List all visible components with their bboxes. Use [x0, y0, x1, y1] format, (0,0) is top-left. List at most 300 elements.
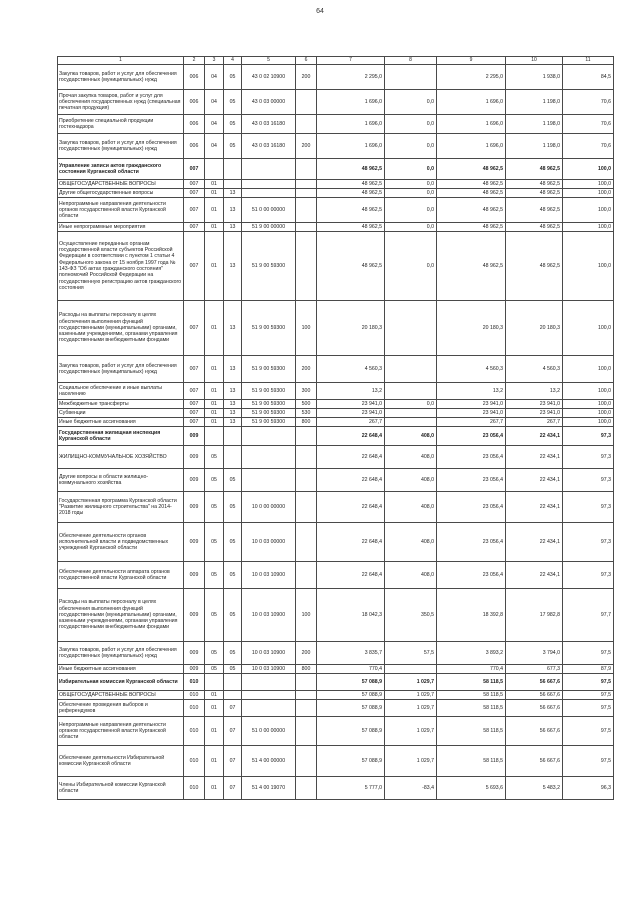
- table-cell: 18 042,3: [317, 589, 385, 642]
- table-cell: [205, 674, 224, 691]
- table-cell: 01: [205, 746, 224, 777]
- table-cell: 43 0 03 16180: [242, 134, 296, 159]
- table-cell: 23 941,0: [437, 400, 506, 409]
- table-cell: 770,4: [437, 665, 506, 674]
- table-cell: 22 648,4: [317, 523, 385, 562]
- table-cell: 009: [184, 492, 205, 523]
- table-cell: 0,0: [385, 198, 437, 223]
- table-cell: [242, 180, 296, 189]
- table-row: [58, 400, 614, 409]
- table-cell: 48 962,5: [437, 198, 506, 223]
- row-description: Избирательная комиссия Курганской области: [58, 674, 184, 691]
- table-cell: 100,0: [563, 400, 614, 409]
- table-cell: 48 962,5: [437, 232, 506, 301]
- table-cell: 010: [184, 777, 205, 800]
- table-cell: 13: [224, 232, 242, 301]
- table-cell: 007: [184, 189, 205, 198]
- table-cell: 48 962,5: [437, 180, 506, 189]
- table-cell: [296, 232, 317, 301]
- table-cell: 48 962,5: [506, 159, 563, 180]
- table-cell: 010: [184, 700, 205, 717]
- table-cell: 48 962,5: [317, 223, 385, 232]
- table-cell: 1 198,0: [506, 134, 563, 159]
- table-row: [58, 746, 614, 777]
- table-cell: [385, 356, 437, 383]
- table-cell: 05: [205, 523, 224, 562]
- table-cell: 48 962,5: [506, 232, 563, 301]
- table-cell: 006: [184, 134, 205, 159]
- table-cell: [224, 446, 242, 469]
- table-cell: [385, 383, 437, 400]
- table-cell: 51 0 00 00000: [242, 717, 296, 746]
- table-cell: [385, 409, 437, 418]
- table-cell: [224, 691, 242, 700]
- table-cell: 23 941,0: [317, 409, 385, 418]
- row-description: Другие общегосударственные вопросы: [58, 189, 184, 198]
- table-cell: [205, 427, 224, 446]
- row-description: Закупка товаров, работ и услуг для обеспечения государственных (муниципальных) нужд: [58, 356, 184, 383]
- row-description: Прочая закупка товаров, работ и услуг для обеспечения государственных нужд (специальная печатная продукция): [58, 90, 184, 115]
- row-description: Межбюджетные трансферты: [58, 400, 184, 409]
- table-row: [58, 356, 614, 383]
- table-cell: [296, 115, 317, 134]
- table-cell: 007: [184, 180, 205, 189]
- table-cell: 800: [296, 665, 317, 674]
- row-description: Обеспечение деятельности аппарата органов государственной власти Курганской области: [58, 562, 184, 589]
- table-cell: 009: [184, 642, 205, 665]
- table-cell: 23 941,0: [317, 400, 385, 409]
- table-cell: 100,0: [563, 383, 614, 400]
- table-cell: 51 9 00 59300: [242, 418, 296, 427]
- table-cell: 22 648,4: [317, 427, 385, 446]
- table-cell: [296, 562, 317, 589]
- table-cell: 5 693,6: [437, 777, 506, 800]
- table-cell: 006: [184, 115, 205, 134]
- table-cell: 58 118,5: [437, 691, 506, 700]
- table-cell: 5 777,0: [317, 777, 385, 800]
- table-cell: 57 088,9: [317, 674, 385, 691]
- table-cell: 007: [184, 418, 205, 427]
- table-cell: 97,3: [563, 446, 614, 469]
- table-cell: 009: [184, 446, 205, 469]
- table-cell: 009: [184, 427, 205, 446]
- table-cell: 22 434,1: [506, 562, 563, 589]
- table-cell: [296, 492, 317, 523]
- table-cell: -83,4: [385, 777, 437, 800]
- table-cell: 13: [224, 383, 242, 400]
- table-row: [58, 189, 614, 198]
- table-cell: 009: [184, 589, 205, 642]
- table-cell: 43 0 03 16180: [242, 115, 296, 134]
- table-cell: 1 029,7: [385, 717, 437, 746]
- table-cell: [242, 691, 296, 700]
- table-cell: 97,5: [563, 746, 614, 777]
- page-number: 64: [316, 8, 324, 15]
- table-cell: 97,3: [563, 427, 614, 446]
- table-cell: 13: [224, 409, 242, 418]
- header-cell: 5: [242, 57, 296, 65]
- table-cell: [296, 691, 317, 700]
- table-cell: [296, 523, 317, 562]
- table-cell: [296, 427, 317, 446]
- table-cell: 01: [205, 180, 224, 189]
- table-cell: 1 029,7: [385, 691, 437, 700]
- row-description: Закупка товаров, работ и услуг для обеспечения государственных (муниципальных) нужд: [58, 642, 184, 665]
- table-cell: 48 962,5: [506, 198, 563, 223]
- table-cell: 770,4: [317, 665, 385, 674]
- table-cell: [296, 446, 317, 469]
- table-cell: 4 560,3: [437, 356, 506, 383]
- table-cell: [242, 469, 296, 492]
- table-cell: 01: [205, 189, 224, 198]
- header-cell: 6: [296, 57, 317, 65]
- row-description: Приобретение специальной продукции гостехнадзора: [58, 115, 184, 134]
- table-cell: 100: [296, 301, 317, 356]
- table-cell: 56 667,6: [506, 691, 563, 700]
- table-cell: 10 0 03 10900: [242, 562, 296, 589]
- table-cell: 01: [205, 223, 224, 232]
- row-description: Непрограммные направления деятельности органов государственной власти Курганской области: [58, 198, 184, 223]
- row-description: Расходы на выплаты персоналу в целях обеспечения выполнения функций государственными (муниципальными) органами, казенными учреждениями, органами управления государственными внебюджетными фондами: [58, 589, 184, 642]
- table-cell: 20 180,3: [437, 301, 506, 356]
- table-cell: [296, 469, 317, 492]
- table-row: [58, 418, 614, 427]
- table-cell: 13: [224, 223, 242, 232]
- table-cell: 0,0: [385, 232, 437, 301]
- table-row: [58, 409, 614, 418]
- table-cell: [205, 159, 224, 180]
- table-cell: [296, 746, 317, 777]
- row-description: Обеспечение проведения выборов и референдумов: [58, 700, 184, 717]
- table-cell: 22 648,4: [317, 492, 385, 523]
- table-row: [58, 180, 614, 189]
- table-cell: 05: [205, 446, 224, 469]
- header-cell: 11: [563, 57, 614, 65]
- table-cell: 05: [224, 642, 242, 665]
- table-cell: 01: [205, 232, 224, 301]
- table-cell: 007: [184, 198, 205, 223]
- table-row: [58, 674, 614, 691]
- table-cell: 05: [224, 90, 242, 115]
- table-cell: 010: [184, 746, 205, 777]
- header-cell: 3: [205, 57, 224, 65]
- table-cell: 100,0: [563, 223, 614, 232]
- table-cell: 05: [224, 134, 242, 159]
- table-row: [58, 492, 614, 523]
- table-cell: 010: [184, 691, 205, 700]
- table-cell: 07: [224, 746, 242, 777]
- table-cell: 23 056,4: [437, 427, 506, 446]
- table-cell: 70,6: [563, 134, 614, 159]
- table-cell: 1 029,7: [385, 700, 437, 717]
- row-description: ЖИЛИЩНО-КОММУНАЛЬНОЕ ХОЗЯЙСТВО: [58, 446, 184, 469]
- table-cell: 05: [205, 469, 224, 492]
- table-cell: [296, 180, 317, 189]
- table-cell: 100,0: [563, 159, 614, 180]
- table-cell: 13,2: [506, 383, 563, 400]
- table-cell: 13: [224, 356, 242, 383]
- table-cell: 350,5: [385, 589, 437, 642]
- table-cell: 58 118,5: [437, 700, 506, 717]
- table-cell: 58 118,5: [437, 717, 506, 746]
- table-cell: 05: [224, 65, 242, 90]
- table-row: [58, 777, 614, 800]
- table-cell: 10 0 03 00000: [242, 523, 296, 562]
- table-cell: 22 434,1: [506, 469, 563, 492]
- table-cell: 01: [205, 418, 224, 427]
- table-cell: 13,2: [437, 383, 506, 400]
- table-cell: 01: [205, 301, 224, 356]
- row-description: Субвенции: [58, 409, 184, 418]
- table-cell: 007: [184, 301, 205, 356]
- table-cell: 100,0: [563, 180, 614, 189]
- table-cell: 007: [184, 223, 205, 232]
- table-cell: 05: [224, 589, 242, 642]
- row-description: Государственная жилищная инспекция Курганской области: [58, 427, 184, 446]
- table-cell: 05: [205, 589, 224, 642]
- table-cell: 07: [224, 700, 242, 717]
- header-cell: 10: [506, 57, 563, 65]
- table-cell: 200: [296, 65, 317, 90]
- table-cell: 13: [224, 189, 242, 198]
- row-description: Непрограммные направления деятельности органов государственной власти Курганской области: [58, 717, 184, 746]
- table-cell: 009: [184, 523, 205, 562]
- table-row: [58, 301, 614, 356]
- table-cell: 006: [184, 65, 205, 90]
- table-row: [58, 115, 614, 134]
- table-cell: 57 088,9: [317, 717, 385, 746]
- header-cell: 8: [385, 57, 437, 65]
- table-cell: 13: [224, 400, 242, 409]
- table-cell: [224, 674, 242, 691]
- table-row: [58, 642, 614, 665]
- table-cell: 23 056,4: [437, 446, 506, 469]
- table-cell: 04: [205, 115, 224, 134]
- table-cell: 84,5: [563, 65, 614, 90]
- table-cell: 1 696,0: [437, 90, 506, 115]
- table-cell: 04: [205, 65, 224, 90]
- table-cell: [385, 665, 437, 674]
- row-description: Другие вопросы в области жилищно-коммунального хозяйства: [58, 469, 184, 492]
- table-row: [58, 562, 614, 589]
- table-cell: 51 9 00 59300: [242, 356, 296, 383]
- table-cell: [296, 777, 317, 800]
- table-cell: 009: [184, 469, 205, 492]
- table-cell: 48 962,5: [317, 180, 385, 189]
- table-cell: 07: [224, 777, 242, 800]
- table-cell: 01: [205, 383, 224, 400]
- table-cell: 22 648,4: [317, 469, 385, 492]
- table-cell: [296, 90, 317, 115]
- budget-table: [57, 56, 614, 800]
- table-row: [58, 446, 614, 469]
- table-cell: 05: [224, 562, 242, 589]
- table-cell: 0,0: [385, 159, 437, 180]
- table-cell: 23 056,4: [437, 523, 506, 562]
- table-cell: 3 893,2: [437, 642, 506, 665]
- table-cell: 20 180,3: [317, 301, 385, 356]
- table-cell: 20 180,3: [506, 301, 563, 356]
- table-cell: 57 088,9: [317, 746, 385, 777]
- table-cell: [242, 446, 296, 469]
- table-row: [58, 700, 614, 717]
- table-cell: 677,3: [506, 665, 563, 674]
- table-cell: 500: [296, 400, 317, 409]
- table-cell: 05: [224, 665, 242, 674]
- header-cell: 7: [317, 57, 385, 65]
- table-cell: 05: [224, 469, 242, 492]
- table-cell: 267,7: [317, 418, 385, 427]
- table-cell: 22 434,1: [506, 427, 563, 446]
- table-cell: [296, 717, 317, 746]
- table-cell: 58 118,5: [437, 674, 506, 691]
- table-cell: 05: [224, 492, 242, 523]
- table-cell: 010: [184, 717, 205, 746]
- table-cell: 530: [296, 409, 317, 418]
- table-cell: 200: [296, 642, 317, 665]
- table-cell: 23 056,4: [437, 562, 506, 589]
- table-cell: 51 4 00 00000: [242, 746, 296, 777]
- table-cell: 51 9 00 59300: [242, 232, 296, 301]
- table-cell: 56 667,6: [506, 746, 563, 777]
- table-cell: 57 088,9: [317, 691, 385, 700]
- table-cell: 51 9 00 00000: [242, 223, 296, 232]
- table-cell: [296, 198, 317, 223]
- table-cell: 007: [184, 400, 205, 409]
- table-cell: 48 962,5: [317, 232, 385, 301]
- table-cell: 01: [205, 717, 224, 746]
- table-row: [58, 134, 614, 159]
- table-cell: [296, 159, 317, 180]
- table-cell: 51 9 00 59300: [242, 409, 296, 418]
- table-cell: 18 392,8: [437, 589, 506, 642]
- table-cell: 57 088,9: [317, 700, 385, 717]
- table-cell: 01: [205, 700, 224, 717]
- table-cell: 51 4 00 19070: [242, 777, 296, 800]
- header-cell: 4: [224, 57, 242, 65]
- table-cell: 01: [205, 400, 224, 409]
- table-cell: 2 295,0: [317, 65, 385, 90]
- table-cell: 200: [296, 356, 317, 383]
- table-cell: 10 0 03 10900: [242, 589, 296, 642]
- header-cell: 2: [184, 57, 205, 65]
- table-row: [58, 665, 614, 674]
- table-cell: [385, 418, 437, 427]
- table-cell: 04: [205, 134, 224, 159]
- table-cell: 48 962,5: [317, 159, 385, 180]
- table-cell: 23 941,0: [437, 409, 506, 418]
- table-cell: 48 962,5: [437, 223, 506, 232]
- table-cell: 10 0 03 10900: [242, 665, 296, 674]
- table-row: [58, 198, 614, 223]
- table-row: [58, 691, 614, 700]
- table-cell: 96,3: [563, 777, 614, 800]
- table-cell: 48 962,5: [317, 189, 385, 198]
- row-description: Закупка товаров, работ и услуг для обеспечения государственных (муниципальных) нужд: [58, 65, 184, 90]
- table-cell: 97,5: [563, 642, 614, 665]
- table-cell: 007: [184, 232, 205, 301]
- table-cell: 51 9 00 59300: [242, 383, 296, 400]
- table-row: [58, 65, 614, 90]
- row-description: Социальное обеспечение и иные выплаты населению: [58, 383, 184, 400]
- row-description: Иные бюджетные ассигнования: [58, 665, 184, 674]
- table-cell: 43 0 02 10900: [242, 65, 296, 90]
- table-cell: [385, 65, 437, 90]
- table-cell: 97,7: [563, 589, 614, 642]
- table-cell: 70,6: [563, 90, 614, 115]
- table-cell: 0,0: [385, 189, 437, 198]
- table-cell: 007: [184, 356, 205, 383]
- table-cell: [385, 301, 437, 356]
- table-cell: 01: [205, 691, 224, 700]
- table-cell: 05: [224, 115, 242, 134]
- row-description: Управление записи актов гражданского состояния Курганской области: [58, 159, 184, 180]
- table-row: [58, 469, 614, 492]
- table-cell: 100,0: [563, 356, 614, 383]
- table-cell: 408,0: [385, 523, 437, 562]
- table-cell: 56 667,6: [506, 674, 563, 691]
- table-cell: [242, 427, 296, 446]
- table-cell: [242, 700, 296, 717]
- table-cell: 22 434,1: [506, 446, 563, 469]
- row-description: Расходы на выплаты персоналу в целях обеспечения выполнения функций государственными (муниципальными) органами, казенными учреждениями, органами управления государственными внебюджетными фондами: [58, 301, 184, 356]
- table-cell: 13: [224, 198, 242, 223]
- table-cell: 48 962,5: [506, 180, 563, 189]
- table-cell: 007: [184, 383, 205, 400]
- header-cell: 1: [58, 57, 184, 65]
- table-cell: [242, 159, 296, 180]
- header-cell: 9: [437, 57, 506, 65]
- table-cell: 97,3: [563, 562, 614, 589]
- table-cell: 0,0: [385, 400, 437, 409]
- table-cell: 267,7: [506, 418, 563, 427]
- table-cell: 97,3: [563, 469, 614, 492]
- table-cell: 48 962,5: [506, 223, 563, 232]
- row-description: ОБЩЕГОСУДАРСТВЕННЫЕ ВОПРОСЫ: [58, 691, 184, 700]
- table-cell: 2 295,0: [437, 65, 506, 90]
- table-cell: 3 794,0: [506, 642, 563, 665]
- row-description: Обеспечение деятельности органов исполнительной власти и подведомственных учреждений Курганской области: [58, 523, 184, 562]
- table-cell: 97,5: [563, 700, 614, 717]
- table-cell: 23 941,0: [506, 409, 563, 418]
- table-cell: 408,0: [385, 562, 437, 589]
- table-cell: [242, 189, 296, 198]
- table-cell: 70,6: [563, 115, 614, 134]
- table-cell: 97,3: [563, 492, 614, 523]
- table-cell: 1 938,0: [506, 65, 563, 90]
- table-cell: 100,0: [563, 301, 614, 356]
- table-cell: 56 667,6: [506, 700, 563, 717]
- table-cell: [224, 427, 242, 446]
- table-cell: 01: [205, 777, 224, 800]
- table-cell: 1 198,0: [506, 115, 563, 134]
- table-cell: [296, 189, 317, 198]
- table-row: [58, 383, 614, 400]
- table-cell: 408,0: [385, 492, 437, 523]
- table-cell: 23 941,0: [506, 400, 563, 409]
- table-cell: 01: [205, 198, 224, 223]
- table-cell: 23 056,4: [437, 469, 506, 492]
- table-cell: 1 029,7: [385, 746, 437, 777]
- table-cell: 13,2: [317, 383, 385, 400]
- table-cell: 007: [184, 409, 205, 418]
- table-cell: 51 9 00 59300: [242, 400, 296, 409]
- table-cell: 05: [205, 562, 224, 589]
- header-row: [58, 57, 614, 65]
- table-cell: 05: [205, 665, 224, 674]
- table-cell: 56 667,6: [506, 717, 563, 746]
- table-row: [58, 589, 614, 642]
